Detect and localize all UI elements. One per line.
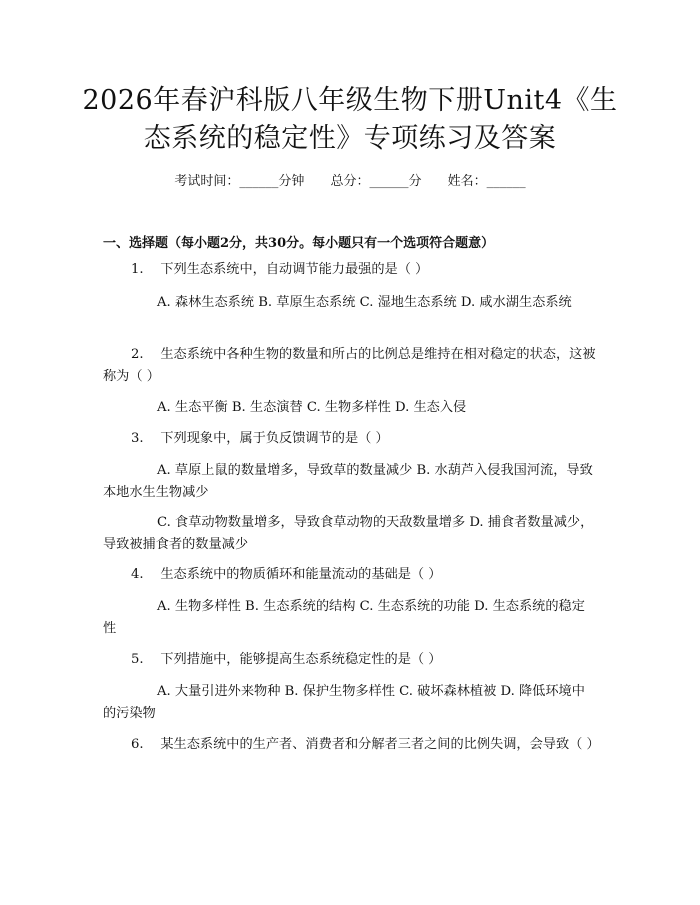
exam-info-line: [0, 170, 700, 189]
name-blank: ______: [486, 174, 526, 189]
section-heading: 一、选择题（每小题2分，共30分。每小题只有一个选项符合题意）: [103, 236, 495, 251]
question-options: A. 大量引进外来物种 B. 保护生物多样性 C. 破坏森林植被 D. 降低环境中的污染物: [103, 684, 585, 721]
score-blank: ______: [369, 174, 409, 189]
question-options: A. 森林生态系统 B. 草原生态系统 C. 湿地生态系统 D. 咸水湖生态系统: [157, 295, 572, 310]
student-name: 姓名：______: [447, 174, 526, 189]
question-stem: 1. 下列生态系统中，自动调节能力最强的是（ ）: [131, 262, 429, 277]
question-stem: 6. 某生态系统中的生产者、消费者和分解者三者之间的比例失调，会导致（ ）: [131, 737, 600, 752]
question-stem: 2. 生态系统中各种生物的数量和所占的比例总是维持在相对稳定的状态，这被称为（ ）: [103, 347, 596, 384]
exam-time: 考试时间：______分钟: [174, 174, 305, 189]
title-line: 2026年春沪科版八年级生物下册Unit4《生: [82, 85, 618, 116]
time-blank: ______: [239, 174, 279, 189]
question-options: A. 草原上鼠的数量增多，导致草的数量减少 B. 水葫芦入侵我国河流，导致本地水生生物减少: [103, 463, 593, 500]
question-stem: 4. 生态系统中的物质循环和能量流动的基础是（ ）: [131, 567, 442, 582]
question-stem: 3. 下列现象中，属于负反馈调节的是（ ）: [131, 431, 389, 446]
question-options: A. 生物多样性 B. 生态系统的结构 C. 生态系统的功能 D. 生态系统的稳定性: [103, 599, 585, 636]
question-options: C. 食草动物数量增多，导致食草动物的天敌数量增多 D. 捕食者数量减少，导致被捕食者的数量减少: [103, 515, 594, 552]
total-score: 总分：______分: [330, 174, 422, 189]
title-line: 态系统的稳定性》专项练习及答案: [143, 123, 557, 154]
question-options: A. 生态平衡 B. 生态演替 C. 生物多样性 D. 生态入侵: [157, 400, 467, 415]
document-title: [60, 82, 640, 158]
question-stem: 5. 下列措施中，能够提高生态系统稳定性的是（ ）: [131, 652, 442, 667]
